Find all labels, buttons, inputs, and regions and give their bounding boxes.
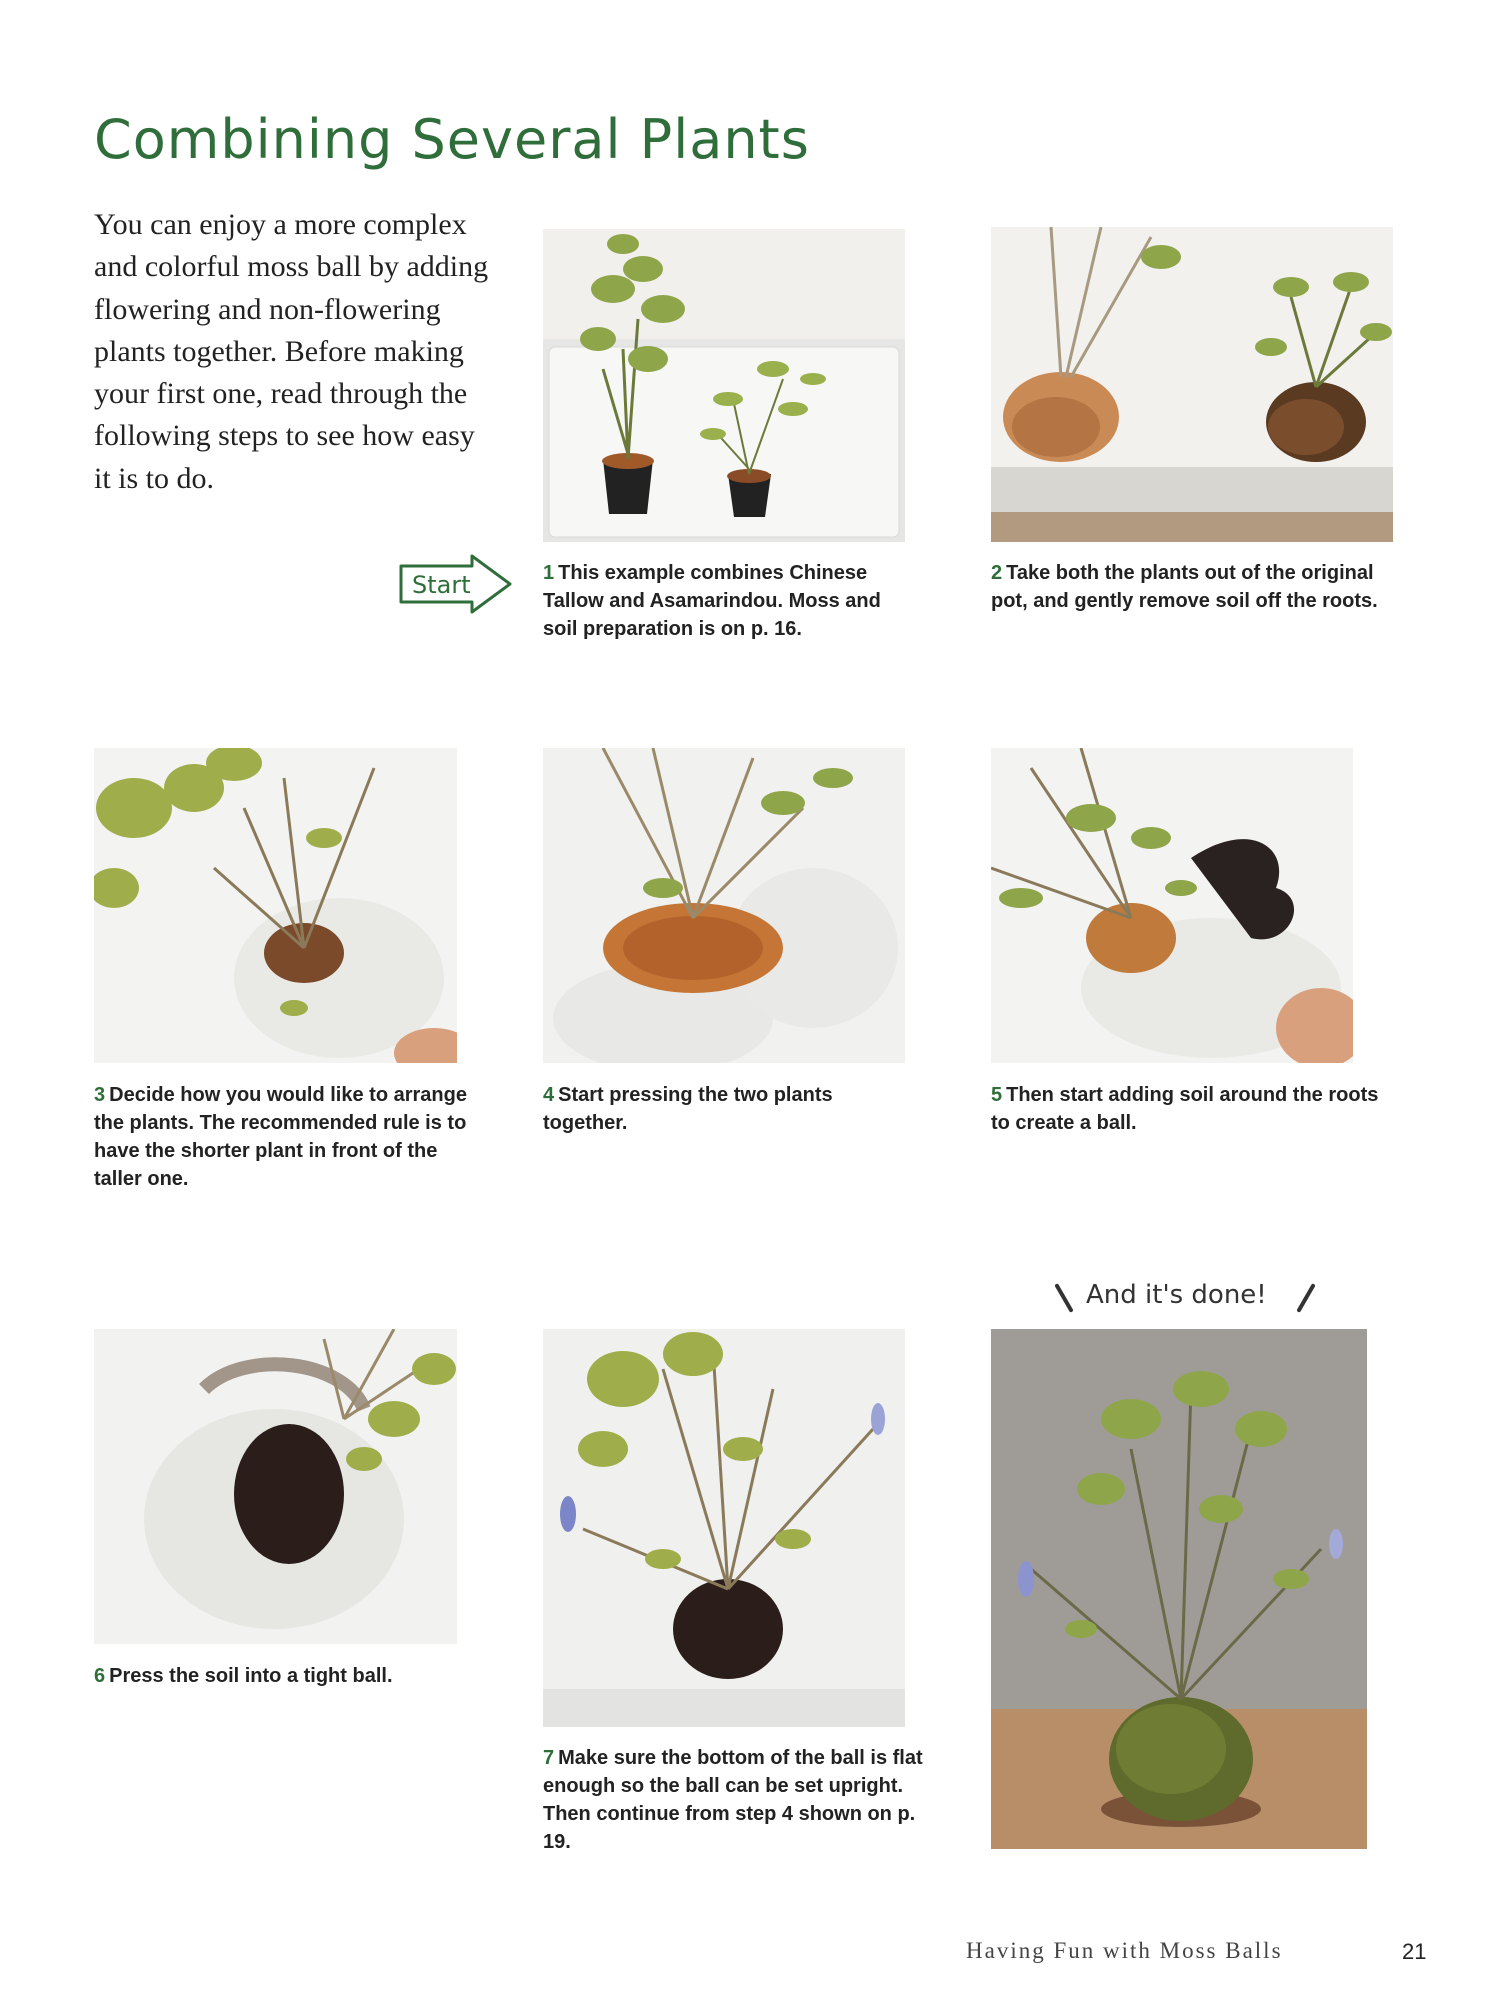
intro-paragraph: You can enjoy a more complex and colorful moss ball by adding flowering and non-flowering plants together. Before making your first one, read through the following steps to see how easy it is to do. xyxy=(94,208,489,495)
step-3-number: 3 xyxy=(94,1084,106,1106)
step-5-number: 5 xyxy=(991,1084,1003,1106)
step-7-text: Make sure the bottom of the ball is flat enough so the ball can be set upright. Then continue from step 4 shown on p. 19. xyxy=(543,1747,923,1853)
step-5-photo xyxy=(991,748,1353,1063)
step-6-caption xyxy=(94,1662,474,1690)
step-1-number: 1 xyxy=(543,562,555,584)
step-7-caption xyxy=(543,1744,923,1856)
step-1-photo xyxy=(543,229,905,542)
step-2-caption xyxy=(991,559,1391,615)
start-arrow-icon xyxy=(398,553,514,615)
footer-book-title: Having Fun with Moss Balls xyxy=(966,1938,1283,1963)
page-number: 21 xyxy=(1402,1939,1427,1964)
step-6-text: Press the soil into a tight ball. xyxy=(109,1665,393,1687)
step-2-photo xyxy=(991,227,1393,542)
step-1-text: This example combines Chinese Tallow and Asamarindou. Moss and soil preparation is on p. 16. xyxy=(543,562,881,640)
step-2-text: Take both the plants out of the original pot, and gently remove soil off the roots. xyxy=(991,562,1378,612)
step-1-caption xyxy=(543,559,913,643)
finished-photo xyxy=(991,1329,1367,1849)
step-7-number: 7 xyxy=(543,1747,555,1769)
done-slash-left-icon xyxy=(1054,1283,1073,1313)
page-title: Combining Several Plants xyxy=(94,108,810,171)
step-6-number: 6 xyxy=(94,1665,106,1687)
step-4-photo xyxy=(543,748,905,1063)
step-7-photo xyxy=(543,1329,905,1727)
step-4-caption xyxy=(543,1081,913,1137)
step-5-text: Then start adding soil around the roots to create a ball. xyxy=(991,1084,1379,1134)
step-3-caption xyxy=(94,1081,474,1193)
step-5-caption xyxy=(991,1081,1391,1137)
step-2-number: 2 xyxy=(991,562,1003,584)
step-4-text: Start pressing the two plants together. xyxy=(543,1084,833,1134)
start-label: Start xyxy=(412,571,471,599)
done-label xyxy=(1056,1276,1336,1322)
done-label-text: And it's done! xyxy=(1086,1280,1267,1310)
step-6-photo xyxy=(94,1329,457,1644)
step-4-number: 4 xyxy=(543,1084,555,1106)
step-3-photo xyxy=(94,748,457,1063)
step-3-text: Decide how you would like to arrange the plants. The recommended rule is to have the shorter plant in front of the taller one. xyxy=(94,1084,467,1190)
done-slash-right-icon xyxy=(1296,1283,1315,1313)
